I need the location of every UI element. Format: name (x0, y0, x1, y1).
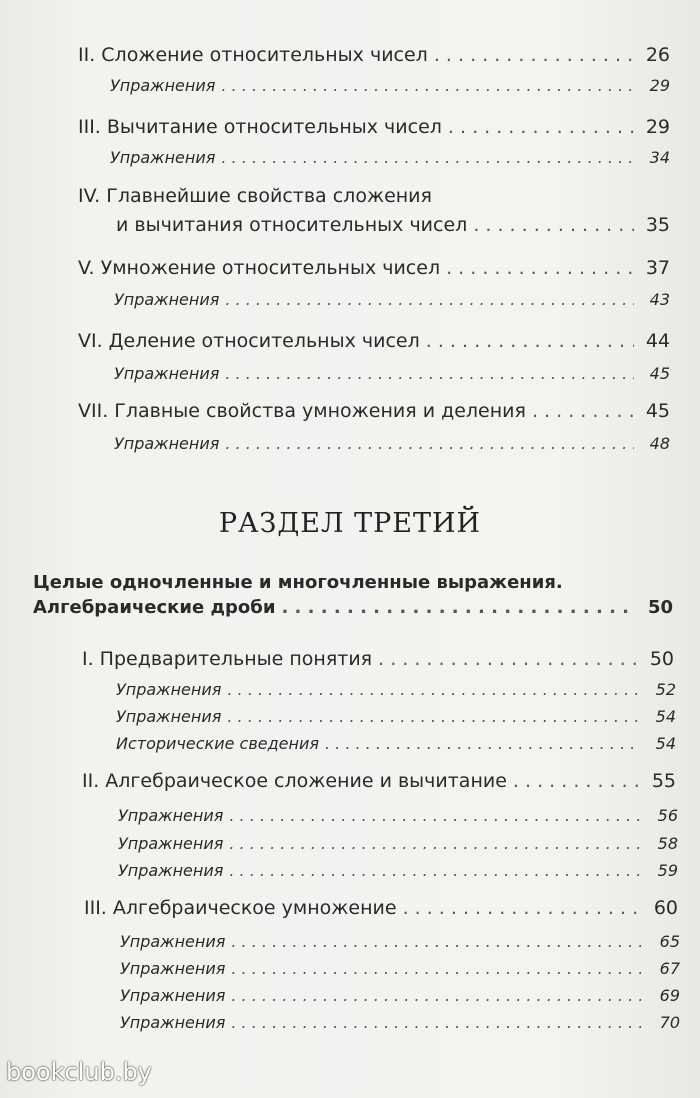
leader-dots (532, 400, 634, 422)
toc-entry-page: 50 (647, 597, 673, 618)
toc-entry (120, 1013, 680, 1032)
leader-dots (281, 597, 637, 618)
leader-dots (225, 434, 634, 453)
toc-entry (116, 707, 676, 726)
toc-entry-page: 45 (649, 364, 670, 383)
toc-entry-label: Упражнения (118, 861, 224, 880)
leader-dots (229, 861, 642, 880)
toc-entry-label: II. Алгебраическое сложение и вычитание (82, 770, 507, 792)
toc-entry-label: Упражнения (116, 707, 222, 726)
toc-entry-page: 52 (655, 680, 676, 699)
toc-entry-label: Упражнения (118, 806, 224, 825)
toc-entry-label: Упражнения (110, 148, 216, 167)
toc-entry (110, 76, 670, 95)
leader-dots (229, 834, 642, 853)
toc-entry-label: Исторические сведения (116, 734, 319, 753)
toc-entry (116, 680, 676, 699)
toc-entry (84, 897, 678, 919)
leader-dots (225, 290, 634, 309)
toc-entry-page: 70 (659, 1013, 680, 1032)
toc-entry (120, 932, 680, 951)
toc-entry-page: 69 (659, 986, 680, 1005)
toc-entry-page: 60 (653, 897, 678, 919)
toc-entry (118, 861, 678, 880)
toc-entry (78, 44, 670, 66)
toc-entry-label: III. Вычитание относительных чисел (78, 116, 442, 138)
toc-entry-page: 54 (655, 734, 676, 753)
toc-entry-label: VII. Главные свойства умножения и деления (78, 400, 526, 422)
toc-entry-page: 43 (649, 290, 670, 309)
toc-entry-label: Упражнения (114, 434, 220, 453)
toc-entry-page: 44 (645, 330, 670, 352)
leader-dots (231, 959, 644, 978)
watermark: bookclub.by (6, 1058, 152, 1086)
leader-dots (221, 148, 634, 167)
toc-entry-label: Упражнения (120, 959, 226, 978)
leader-dots (434, 44, 634, 66)
toc-entry-label: Упражнения (116, 680, 222, 699)
toc-entry (114, 290, 670, 309)
toc-entry-label: I. Предварительные понятия (82, 648, 373, 670)
toc-entry-label: Упражнения (120, 1013, 226, 1032)
toc-entry-label: Упражнения (118, 834, 224, 853)
toc-entry (33, 597, 673, 618)
toc-entry-page: 55 (651, 770, 676, 792)
toc-entry (110, 148, 670, 167)
leader-dots (446, 257, 634, 279)
toc-entry (82, 648, 674, 670)
leader-dots (231, 986, 644, 1005)
toc-entry-page: 67 (659, 959, 680, 978)
toc-entry-page: 59 (657, 861, 678, 880)
toc-entry-label: и вычитания относительных чисел (116, 214, 468, 236)
toc-entry (118, 806, 678, 825)
toc-entry-page: 29 (645, 116, 670, 138)
toc-entry (78, 330, 670, 352)
leader-dots (221, 76, 634, 95)
toc-entry (78, 116, 670, 138)
toc-entry-page: 65 (659, 932, 680, 951)
toc-entry-page: 29 (649, 76, 670, 95)
toc-entry (114, 364, 670, 383)
toc-entry (82, 770, 676, 792)
toc-entry-page: 56 (657, 806, 678, 825)
toc-entry (116, 214, 670, 236)
toc-entry-label: Упражнения (120, 932, 226, 951)
leader-dots (513, 770, 640, 792)
toc-entry (118, 834, 678, 853)
toc-entry-label: Упражнения (114, 364, 220, 383)
section-heading: РАЗДЕЛ ТРЕТИЙ (218, 508, 482, 539)
leader-dots (231, 1013, 644, 1032)
toc-entry (116, 734, 676, 753)
leader-dots (403, 897, 642, 919)
toc-entry-label: Упражнения (114, 290, 220, 309)
toc-entry-page: 48 (649, 434, 670, 453)
toc-entry-page: 45 (645, 400, 670, 422)
toc-entry (120, 986, 680, 1005)
section-title-line1: Целые одночленные и многочленные выражения. (33, 572, 563, 593)
section-title-line2: Алгебраические дроби (33, 597, 276, 618)
toc-entry-page: 26 (645, 44, 670, 66)
leader-dots (473, 214, 634, 236)
toc-entry-page: 50 (649, 648, 674, 670)
toc-entry-label: Упражнения (110, 76, 216, 95)
toc-entry (78, 257, 670, 279)
leader-dots (227, 680, 640, 699)
toc-entry-page: 58 (657, 834, 678, 853)
leader-dots (225, 364, 634, 383)
leader-dots (325, 734, 640, 753)
leader-dots (227, 707, 640, 726)
toc-entry (114, 434, 670, 453)
leader-dots (426, 330, 634, 352)
toc-entry-page: 35 (645, 214, 670, 236)
leader-dots (231, 932, 644, 951)
toc-entry-page: 54 (655, 707, 676, 726)
leader-dots (448, 116, 634, 138)
leader-dots (378, 648, 638, 670)
toc-entry-label: III. Алгебраическое умножение (84, 897, 397, 919)
toc-entry-label: VI. Деление относительных чисел (78, 330, 420, 352)
toc-entry-label: V. Умножение относительных чисел (78, 257, 441, 279)
toc-entry (120, 959, 680, 978)
toc-entry-label: Упражнения (120, 986, 226, 1005)
toc-entry-label: II. Сложение относительных чисел (78, 44, 428, 66)
toc-entry-label: IV. Главнейшие свойства сложения (78, 185, 432, 207)
leader-dots (229, 806, 642, 825)
toc-entry-page: 34 (649, 148, 670, 167)
toc-entry-page: 37 (645, 257, 670, 279)
toc-entry (78, 400, 670, 422)
